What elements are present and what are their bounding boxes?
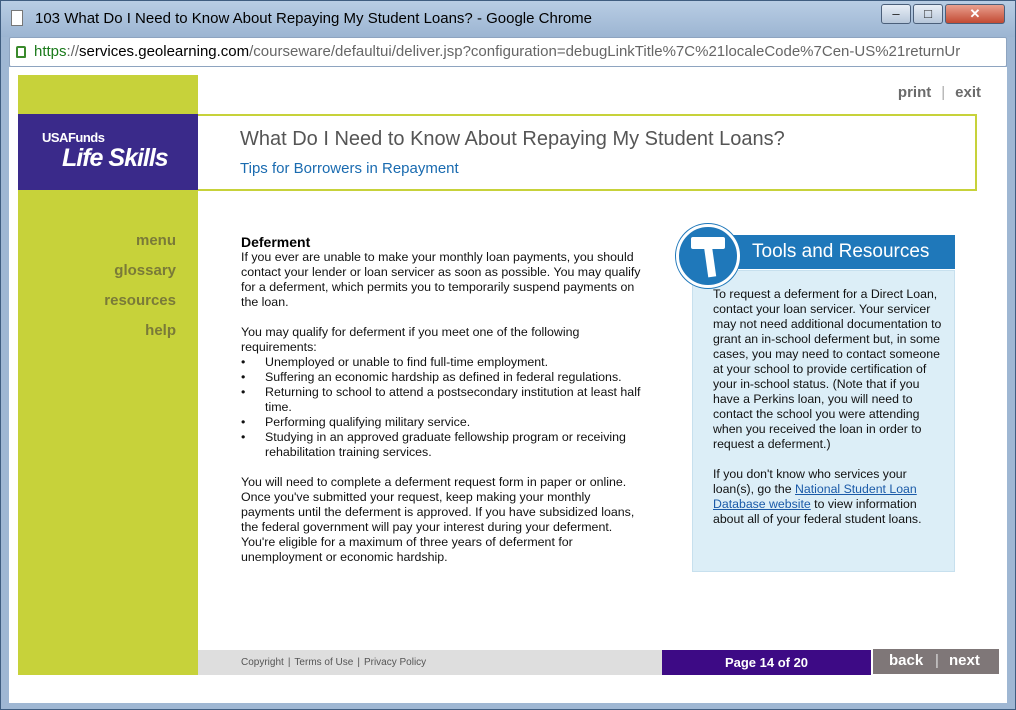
- list-item: • Performing qualifying military service.: [241, 415, 641, 430]
- logo-usafunds-text: USAFunds: [42, 130, 105, 145]
- privacy-link[interactable]: Privacy Policy: [363, 657, 427, 668]
- exit-link[interactable]: exit: [955, 84, 981, 101]
- list-item: • Suffering an economic hardship as defined in federal regulations.: [241, 370, 641, 385]
- url-separator: ://: [66, 43, 80, 60]
- sidenav-help[interactable]: help: [145, 322, 176, 339]
- usafunds-logo: [18, 114, 198, 190]
- side-nav: [18, 232, 176, 352]
- page-counter: Page 14 of 20: [662, 650, 871, 675]
- sidenav-resources[interactable]: resources: [104, 292, 176, 309]
- logo-lifeskills-text: Life Skills: [62, 144, 168, 172]
- window-title: 103 What Do I Need to Know About Repaying My Student Loans? - Google Chrome: [35, 10, 592, 27]
- hammer-icon: [676, 224, 740, 288]
- nslds-link[interactable]: National Student Loan Database website: [713, 482, 917, 511]
- copyright-link[interactable]: Copyright: [241, 657, 284, 668]
- list-item: • Unemployed or unable to find full-time employment.: [241, 355, 641, 370]
- hammer-head: [691, 237, 725, 249]
- sidenav-glossary[interactable]: glossary: [114, 262, 176, 279]
- tools-header: [724, 235, 955, 269]
- sidenav-menu[interactable]: menu: [135, 232, 176, 249]
- hammer-handle: [704, 245, 716, 278]
- footer: [198, 650, 662, 675]
- tools-heading: Tools and Resources: [752, 241, 930, 262]
- minimize-button[interactable]: –: [881, 4, 911, 24]
- maximize-button[interactable]: □: [913, 4, 943, 24]
- list-item: • Returning to school to attend a postsecondary institution at least half time.: [241, 385, 641, 415]
- list-item: • Studying in an approved graduate fellowship program or receiving rehabilitation training services.: [241, 430, 641, 460]
- page-icon: [11, 10, 23, 26]
- url-text: [34, 43, 960, 60]
- top-nav: [898, 84, 981, 101]
- tools-body: [713, 287, 943, 542]
- url-scheme: https: [34, 43, 67, 60]
- main-content: [241, 235, 641, 580]
- terms-link[interactable]: Terms of Use: [294, 657, 354, 668]
- url-path: /courseware/defaultui/deliver.jsp?configuration=debugLinkTitle%7C%21localeCode%7Cen-US%21returnUr: [249, 43, 961, 60]
- footer-separator: |: [357, 657, 360, 668]
- tools-text: If you don't know who services your loan(s), go the: [713, 467, 907, 496]
- pager-nav: [873, 649, 999, 674]
- tools-text: to view information about all of your federal student loans.: [713, 497, 922, 526]
- section-heading: Deferment: [241, 234, 311, 250]
- next-button[interactable]: next: [949, 652, 980, 669]
- requirements-list: [241, 355, 641, 460]
- page-viewport: [9, 67, 1007, 703]
- pager-separator: |: [935, 652, 939, 669]
- footer-separator: |: [287, 657, 291, 668]
- print-link[interactable]: print: [897, 84, 932, 101]
- back-button[interactable]: back: [889, 652, 924, 669]
- requirements-intro: You may qualify for deferment if you meet one of the following requirements:: [241, 325, 580, 354]
- deferment-request-text: You will need to complete a deferment request form in paper or online. Once you've submitted your request, keep making your monthly payments until the deferment is approved. If you have subsidized loans, the federal government will pay your interest during your deferment. You're eligible for a maximum of three years of deferment for unemployment or economic hardship.: [241, 475, 635, 564]
- close-window-button[interactable]: ✕: [945, 4, 1005, 24]
- page-title: What Do I Need to Know About Repaying My Student Loans?: [240, 128, 785, 150]
- deferment-intro: If you ever are unable to make your monthly loan payments, you should contact your lender or loan servicer as soon as possible. You may qualify for a deferment, which permits you to temporarily suspend payments on the loan.: [241, 250, 641, 309]
- address-bar[interactable]: [9, 37, 1007, 67]
- tools-paragraph-link: [713, 467, 943, 527]
- page-subtitle: Tips for Borrowers in Repayment: [240, 160, 459, 177]
- tools-panel: [692, 270, 955, 572]
- url-host: services.geolearning.com: [79, 43, 250, 60]
- page-header: [198, 114, 977, 191]
- tools-paragraph: To request a deferment for a Direct Loan, contact your loan servicer. Your servicer may not need additional documentation to grant an in-school deferment but, in some cases, you may need to contact someone at your school to provide certification of your in-school status. (Note that if you have a Perkins loan, you will need to contact the school you were attending when you received the loan in order to request a deferment.): [713, 287, 942, 451]
- title-bar: [1, 1, 1015, 37]
- lock-icon: [16, 46, 26, 58]
- tools-and-resources: [672, 224, 955, 572]
- nav-separator: |: [941, 84, 946, 101]
